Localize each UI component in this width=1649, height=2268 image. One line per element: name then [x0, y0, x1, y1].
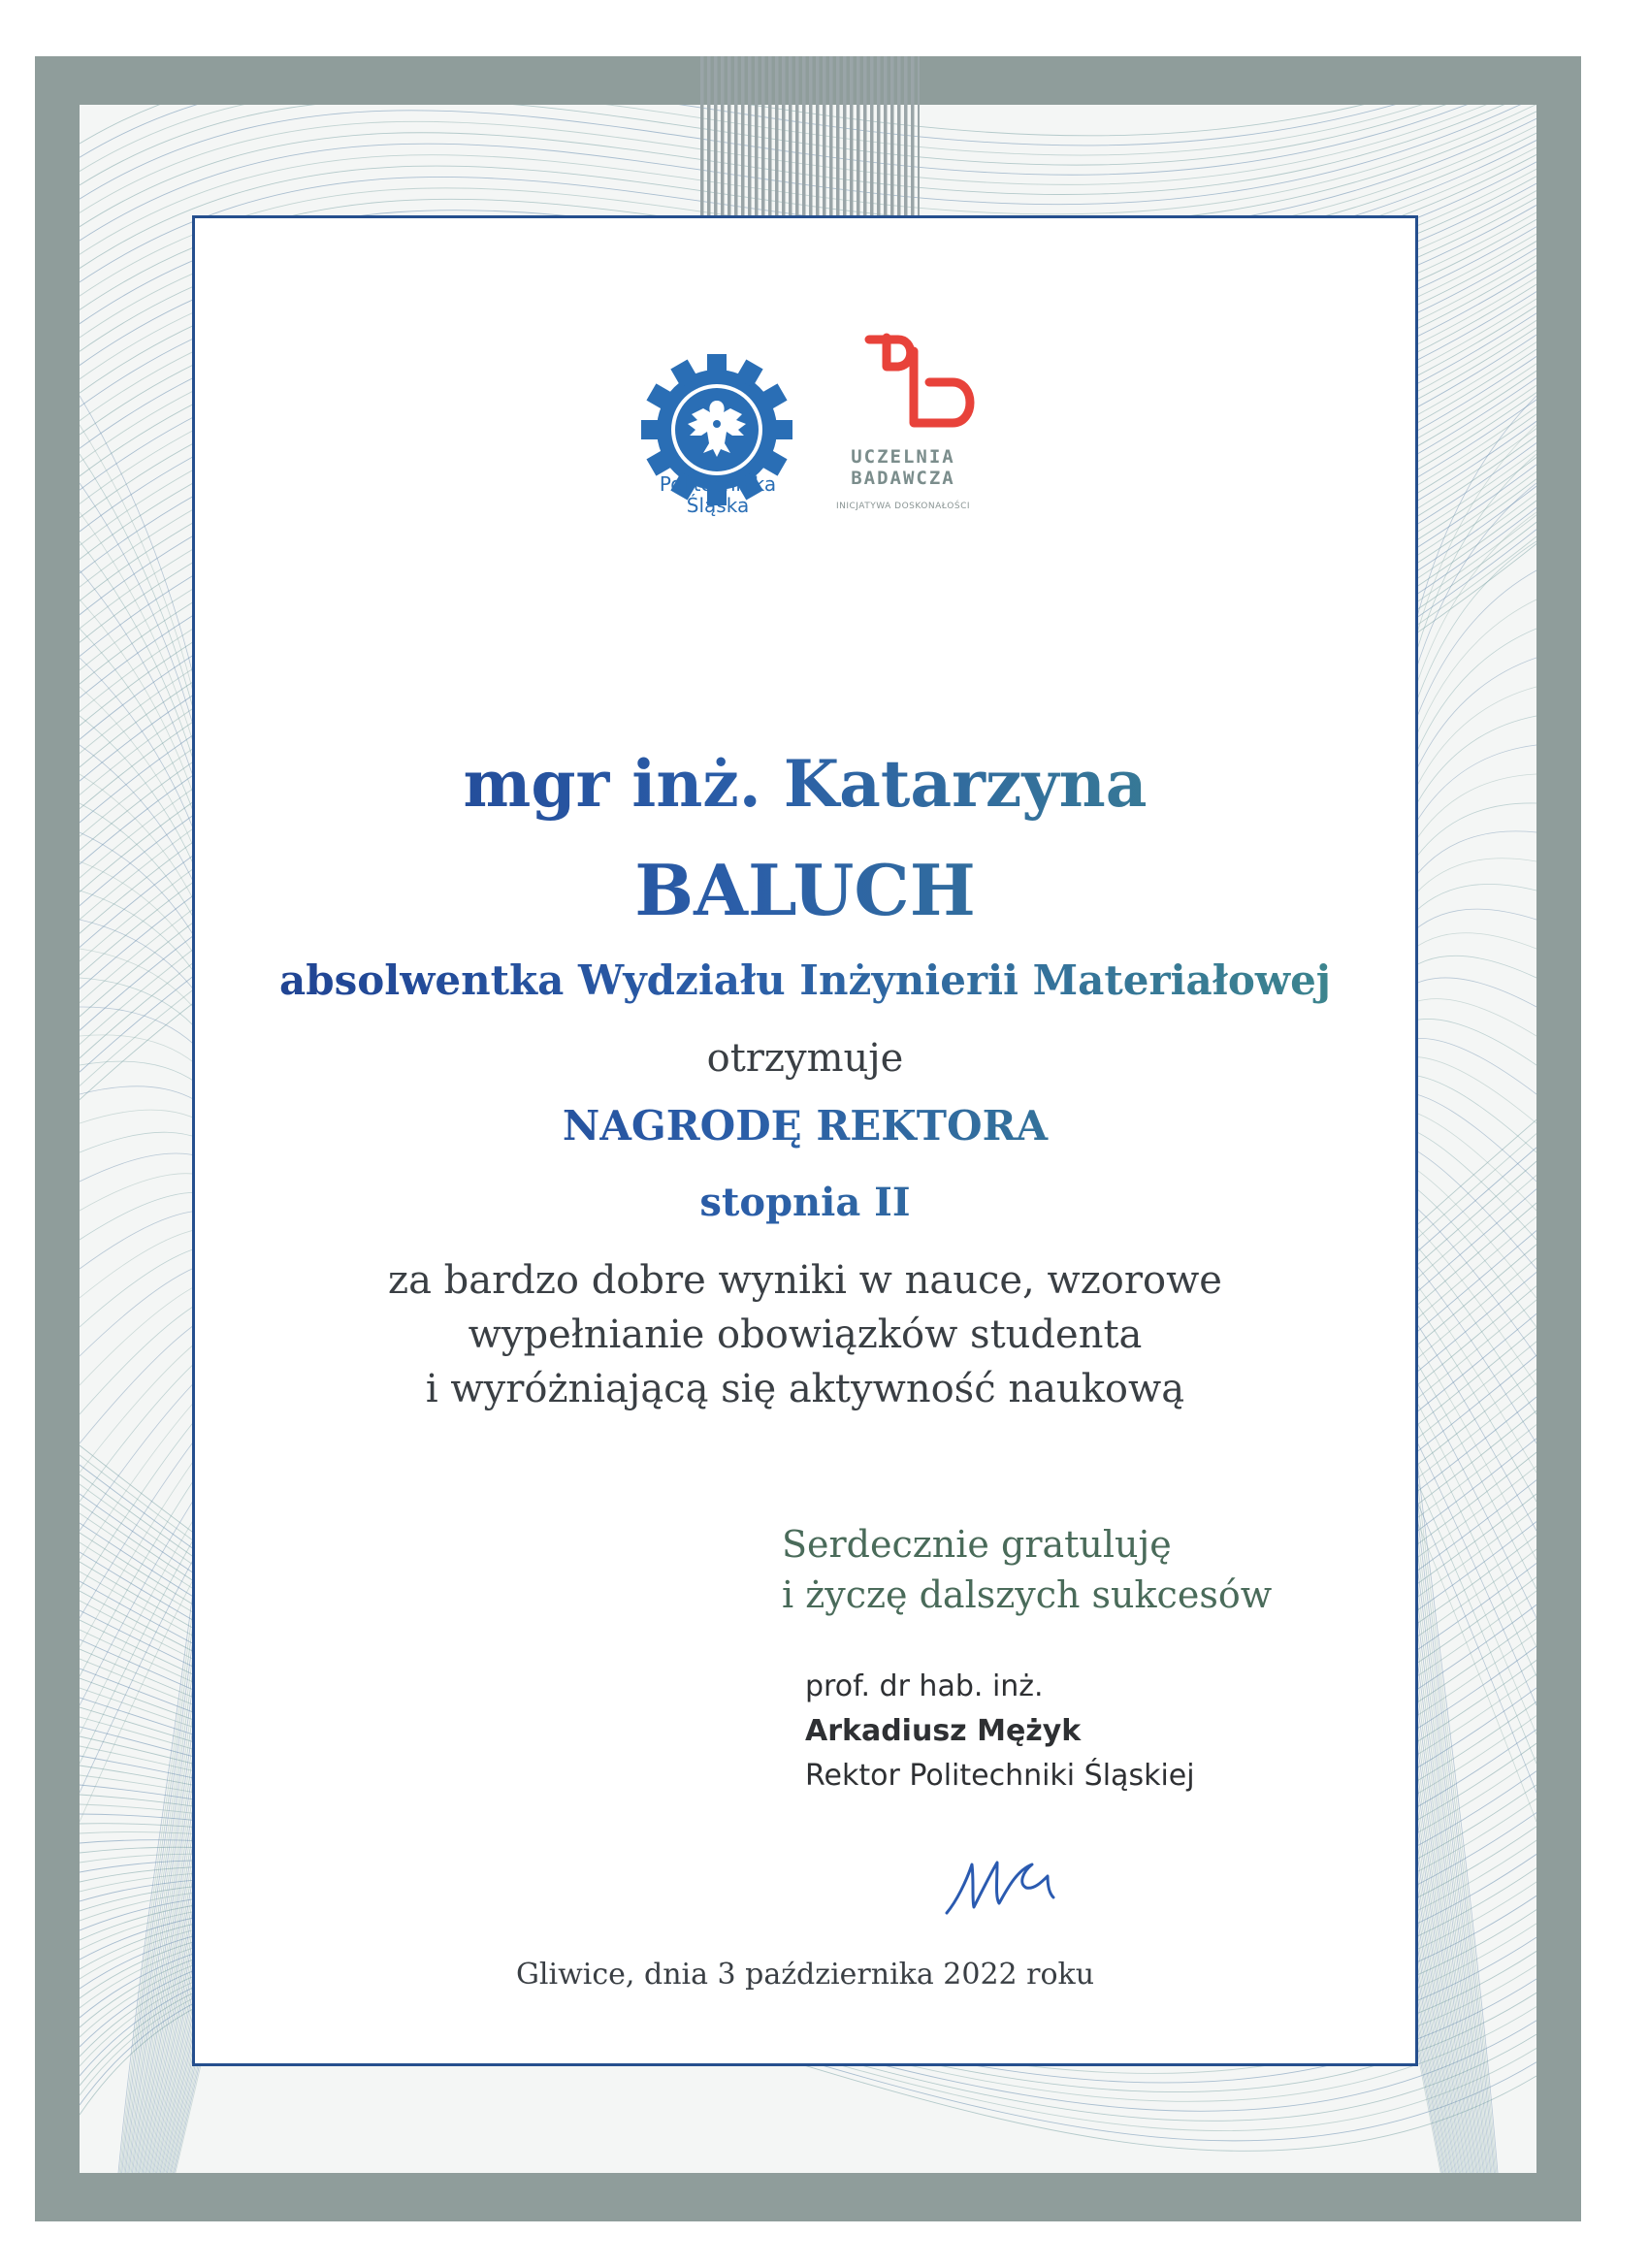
recipient-surname: BALUCH: [192, 850, 1418, 931]
signature-icon: [939, 1843, 1075, 1930]
research-logo-text: [821, 446, 986, 489]
place-date: Gliwice, dnia 3 października 2022 roku: [515, 1958, 1095, 1992]
ub-monogram-icon: [852, 328, 987, 444]
recipient-title-name: mgr inż. Katarzyna: [192, 745, 1418, 823]
award-name: NAGRODĘ REKTORA: [192, 1100, 1418, 1152]
university-logo-line1: Politechnika: [659, 472, 777, 496]
university-logo-line2: Śląska: [686, 494, 750, 517]
congratulations-line1: Serdecznie gratuluję: [782, 1523, 1172, 1566]
signer-name: Arkadiusz Mężyk: [805, 1714, 1082, 1748]
signer-block: [805, 1665, 1348, 1798]
receives-text: otrzymuje: [706, 1036, 904, 1081]
research-logo-line2: BADAWCZA: [851, 468, 955, 489]
award-reason-line: za bardzo dobre wyniki w nauce, wzorowe: [388, 1258, 1222, 1303]
signer-position: Rektor Politechniki Śląskiej: [805, 1759, 1195, 1793]
award-reason: [192, 1253, 1418, 1416]
congratulations: [782, 1519, 1383, 1620]
signer-title: prof. dr hab. inż.: [805, 1669, 1044, 1703]
award-reason-line: wypełnianie obowiązków studenta: [468, 1312, 1143, 1357]
research-logo-line1: UCZELNIA: [851, 446, 955, 468]
recipient-faculty: absolwentka Wydziału Inżynierii Materiałowej: [192, 955, 1418, 1007]
university-logo-text: [601, 473, 834, 516]
research-logo-tagline: INICJATYWA DOSKONAŁOŚCI: [835, 502, 971, 511]
award-reason-line: i wyróżniającą się aktywność naukową: [425, 1367, 1185, 1411]
congratulations-line2: i życzę dalszych sukcesów: [782, 1573, 1273, 1616]
award-degree: stopnia II: [192, 1178, 1418, 1228]
